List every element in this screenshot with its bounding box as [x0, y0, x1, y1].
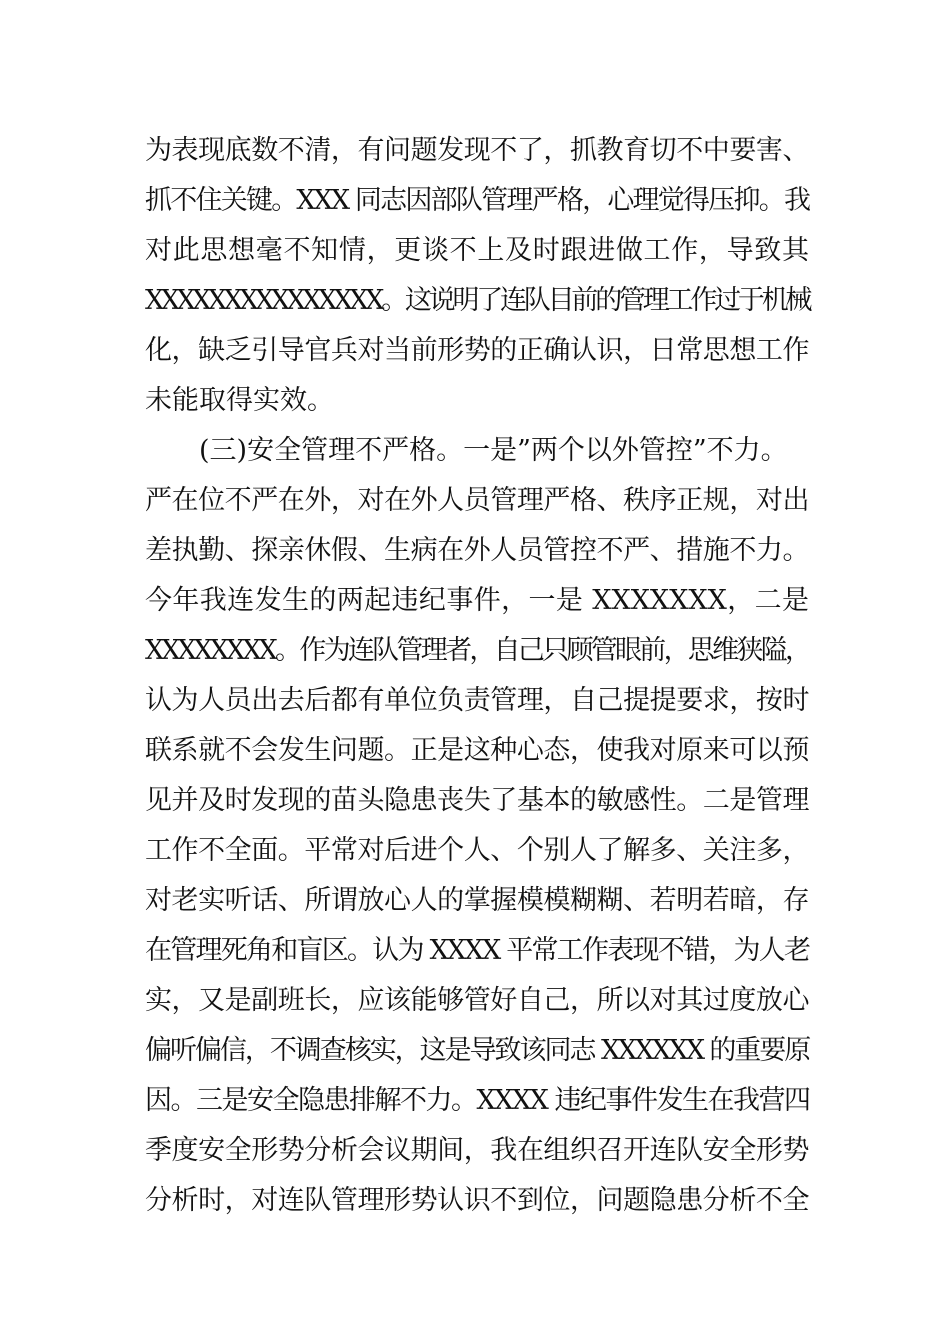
- section-heading-line: (三)安全管理不严格。一是”两个以外管控”不力。: [145, 435, 788, 466]
- body-text-line: 未能取得实效。: [145, 385, 334, 416]
- body-text-line: 工作不全面。平常对后进个人、个别人了解多、关注多，: [145, 835, 809, 866]
- body-text-line: XXXXXXXX。作为连队管理者，自己只顾管眼前，思维狭隘，: [145, 635, 809, 666]
- body-text-line: 分析时，对连队管理形势认识不到位，问题隐患分析不全: [145, 1185, 809, 1216]
- body-text-line: 今年我连发生的两起违纪事件，一是 XXXXXXX，二是: [145, 585, 809, 616]
- body-text-line: 在管理死角和盲区。认为 XXXX 平常工作表现不错，为人老: [145, 935, 810, 966]
- body-text-line: 对老实听话、所谓放心人的掌握模模糊糊、若明若暗，存: [145, 885, 809, 916]
- body-text-line: 对此思想毫不知情，更谈不上及时跟进做工作，导致其: [145, 235, 809, 266]
- body-text-line: 季度安全形势分析会议期间，我在组织召开连队安全形势: [145, 1135, 809, 1166]
- body-text-line: 因。三是安全隐患排解不力。XXXX 违纪事件发生在我营四: [145, 1085, 810, 1116]
- body-text-line: 偏听偏信，不调查核实，这是导致该同志 XXXXXX 的重要原: [145, 1035, 809, 1066]
- body-text-line: 认为人员出去后都有单位负责管理，自己提提要求，按时: [145, 685, 809, 716]
- body-text-line: 抓不住关键。XXX 同志因部队管理严格，心理觉得压抑。我: [145, 185, 809, 216]
- document-page: [145, 126, 809, 1226]
- body-text-line: XXXXXXXXXXXXXXX。这说明了连队目前的管理工作过于机械: [145, 285, 809, 316]
- body-text-line: 差执勤、探亲休假、生病在外人员管控不严、措施不力。: [145, 535, 809, 566]
- body-text-line: 见并及时发现的苗头隐患丧失了基本的敏感性。二是管理: [145, 785, 809, 816]
- body-text-line: 联系就不会发生问题。正是这种心态，使我对原来可以预: [145, 735, 809, 766]
- body-text-line: 实，又是副班长，应该能够管好自己，所以对其过度放心: [145, 985, 809, 1016]
- body-text-line: 化，缺乏引导官兵对当前形势的正确认识，日常思想工作: [145, 335, 809, 366]
- body-text-line: 严在位不严在外，对在外人员管理严格、秩序正规，对出: [145, 485, 809, 516]
- body-text-line: 为表现底数不清，有问题发现不了，抓教育切不中要害、: [145, 135, 809, 166]
